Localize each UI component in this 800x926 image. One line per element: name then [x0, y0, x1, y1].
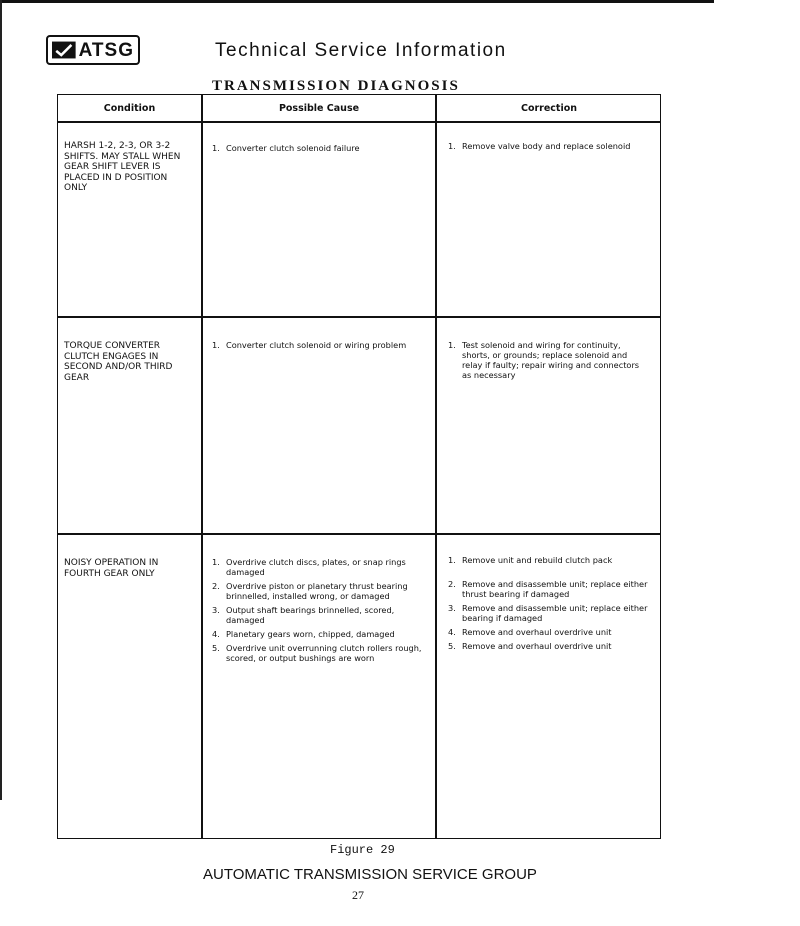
figure-label: Figure 29 [330, 843, 395, 857]
row-2-corrections [448, 340, 648, 384]
row-divider [58, 533, 660, 535]
top-border-rule [0, 0, 714, 3]
column-header-correction: Correction [520, 102, 578, 114]
row-1-condition: HARSH 1-2, 2-3, OR 3-2 SHIFTS. MAY STALL WHEN GEAR SHIFT LEVER IS PLACED IN D POSITION ONLY [64, 141, 181, 193]
row-2-causes [212, 340, 427, 354]
list-item: 1. Overdrive clutch discs, plates, or snap rings damaged [212, 557, 406, 577]
row-2-condition: TORQUE CONVERTER CLUTCH ENGAGES IN SECOND AND/OR THIRD GEAR [64, 341, 173, 383]
section-title: TRANSMISSION DIAGNOSIS [212, 78, 460, 94]
header-divider [58, 121, 660, 123]
list-item: 1. Test solenoid and wiring for continuity, shorts, or grounds; replace solenoid and relay if faulty; repair wiring and connectors as necessary [448, 340, 640, 380]
column-divider [201, 95, 203, 838]
column-divider [435, 95, 437, 838]
diagnosis-table [57, 94, 661, 839]
list-item: 4. Planetary gears worn, chipped, damaged [212, 629, 395, 639]
logo-text: ATSG [78, 39, 134, 61]
list-item: 1. Converter clutch solenoid failure [212, 143, 360, 153]
atsg-logo [46, 35, 140, 65]
list-item: 1. Remove valve body and replace solenoid [448, 141, 631, 151]
row-1-corrections [448, 141, 653, 155]
column-header-possible-cause: Possible Cause [278, 102, 360, 114]
row-1-causes [212, 143, 427, 157]
list-item: 2. Remove and disassemble unit; replace either thrust bearing if damaged [448, 579, 648, 599]
list-item: 2. Overdrive piston or planetary thrust bearing brinnelled, installed wrong, or damaged [212, 581, 408, 601]
page-number: 27 [352, 888, 364, 902]
list-item: 3. Output shaft bearings brinnelled, scored, damaged [212, 605, 395, 625]
list-item: 5. Remove and overhaul overdrive unit [448, 641, 612, 651]
row-3-corrections [448, 555, 656, 655]
column-header-condition: Condition [103, 102, 156, 114]
list-item: 1. Remove unit and rebuild clutch pack [448, 555, 613, 565]
row-divider [58, 316, 660, 318]
row-3-condition: NOISY OPERATION IN FOURTH GEAR ONLY [64, 558, 159, 579]
left-border-rule [0, 0, 2, 800]
list-item: 3. Remove and disassemble unit; replace either bearing if damaged [448, 603, 648, 623]
footer-organization: AUTOMATIC TRANSMISSION SERVICE GROUP [203, 866, 537, 883]
list-item: 5. Overdrive unit overrunning clutch rollers rough, scored, or output bushings are worn [212, 643, 422, 663]
checkmark-icon [52, 40, 76, 60]
row-3-causes [212, 557, 432, 667]
list-item: 1. Converter clutch solenoid or wiring problem [212, 340, 407, 350]
list-item: 4. Remove and overhaul overdrive unit [448, 627, 612, 637]
page-header-title: Technical Service Information [215, 40, 507, 61]
